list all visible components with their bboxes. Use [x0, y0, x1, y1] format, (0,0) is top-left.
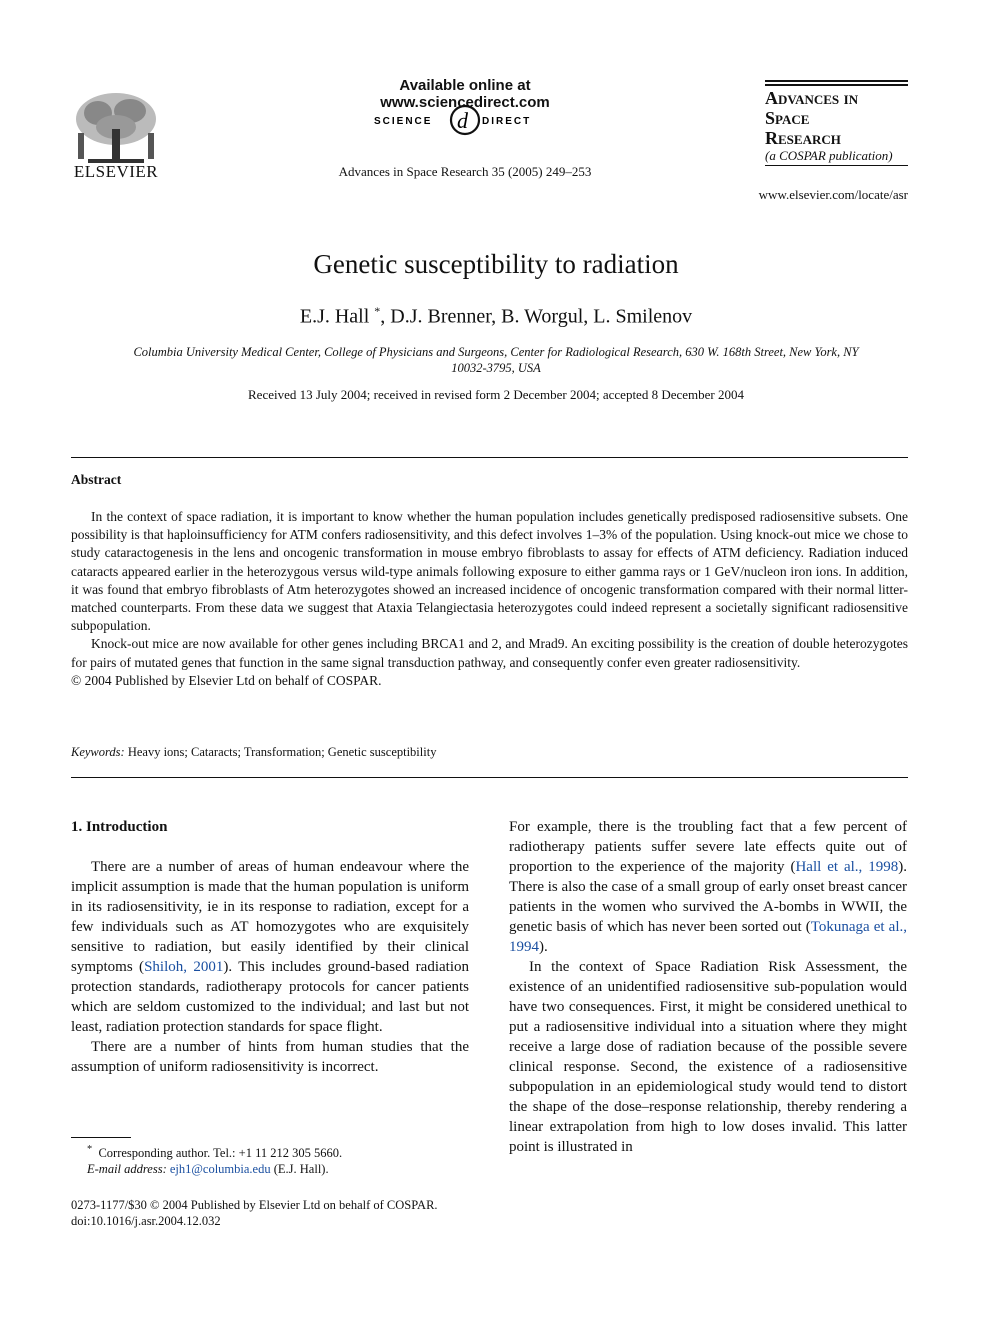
keywords-label: Keywords:	[71, 745, 125, 759]
ref-link-hall[interactable]: Hall et al., 1998	[795, 859, 899, 875]
footnote-corresponding: * Corresponding author. Tel.: +1 11 212 305 5660.	[87, 1144, 343, 1161]
right-paragraph-2: In the context of Space Radiation Risk Assessment, the existence of an unidentified radiosensitive sub-population would have two consequences. First, it might be considered unethical to put a radiosensitive individual into a situation where they might receive a large dose of radiation because of the possible severe clinical response. Second, the existence of a radiosensitive subpopulation in an epidemiological study would tend to distort the shape of the dose–response relationship, thereby rendering a linear extrapolation from high to low doses invalid. This latter point is illustrated in	[509, 959, 907, 1155]
page-footer	[71, 1197, 571, 1229]
section-heading-introduction: 1. Introduction	[71, 819, 168, 835]
abstract-body	[71, 508, 908, 690]
affiliation: Columbia University Medical Center, College of Physicians and Surgeons, Center for Radiological Research, 630 W. 168th Street, New York, NY 10032-3795, USA	[133, 345, 859, 375]
article-title: Genetic susceptibility to radiation	[313, 249, 679, 279]
journal-name-line1: Advances in	[765, 88, 859, 108]
abstract-paragraph-1: In the context of space radiation, it is important to know whether the human population includes genetically predisposed radiosensitive subsets. One possibility is that haploinsufficiency for ATM confers radiosensitivity, and this defect involves 1–3% of the population. Using knock-out mice we chose to study cataractogenesis in the lens and oncogenic transformation in mouse embryo fibroblasts to assay for effects of ATM deficiency. Radiation induced cataracts appeared earlier in the heterozygous versus wild-type animals following exposure to either gamma rays or 1 GeV/nucleon iron ions. In addition, it was found that embryo fibroblasts of Atm heterozygotes showed an increased incidence of oncogenic transformation compared with their normal litter-matched counterparts. From these data we suggest that Ataxia Telangiectasia heterozygotes could indeed represent a societally significant radiosensitive subpopulation.	[71, 509, 908, 634]
available-online-text: Available online at www.sciencedirect.com	[380, 77, 550, 111]
abstract-copyright: © 2004 Published by Elsevier Ltd on behalf of COSPAR.	[71, 672, 382, 688]
ref-link-tokunaga[interactable]: Tokunaga et al., 1994	[509, 919, 907, 955]
doi-line[interactable]: doi:10.1016/j.asr.2004.12.032	[71, 1214, 221, 1228]
footnote	[71, 1142, 491, 1177]
keywords	[71, 745, 436, 760]
intro-paragraph-2: There are a number of hints from human studies that the assumption of uniform radiosensitivity is incorrect.	[71, 1039, 469, 1075]
body-column-left	[71, 817, 469, 1077]
footnote-email: E-mail address: ejh1@columbia.edu (E.J. Hall).	[87, 1162, 329, 1177]
sciencedirect-logo	[370, 100, 560, 140]
issn-line: 0273-1177/$30 © 2004 Published by Elsevier Ltd on behalf of COSPAR.	[71, 1198, 438, 1212]
abstract-heading: Abstract	[71, 472, 122, 487]
journal-masthead	[765, 80, 908, 166]
author-others: , D.J. Brenner, B. Worgul, L. Smilenov	[380, 305, 693, 328]
sd-science-text: SCIENCE	[374, 116, 433, 127]
keywords-list: Heavy ions; Cataracts; Transformation; Genetic susceptibility	[127, 745, 437, 759]
abstract-paragraph-2: Knock-out mice are now available for other genes including BRCA1 and 2, and Mrad9. An exciting possibility is the creation of double heterozygotes for pairs of mutated genes that function in the same signal transduction pathway, and consequently confer even greater radiosensitivity.	[71, 636, 908, 670]
publisher-name: ELSEVIER	[73, 162, 159, 181]
journal-citation: Advances in Space Research 35 (2005) 249–253	[338, 164, 592, 179]
journal-name-line2: Space	[765, 108, 810, 128]
email-link[interactable]: ejh1@columbia.edu	[169, 1162, 271, 1177]
divider-top	[71, 457, 908, 458]
body-column-right	[509, 817, 907, 1157]
intro-paragraph-1: There are a number of areas of human endeavour where the implicit assumption is made that the human population is uniform in its radiosensitivity, ie in its response to radiation, except for a few individuals such as AT homozygotes who are exquisitely sensitive to radiation, but easily identified by their clinical symptoms (Shiloh, 2001). This includes ground-based radiation protection standards, radiotherapy protocols for cancer patients which are seldom customized to the individual; and last but not least, radiation protection standards for space flight.	[71, 859, 469, 1035]
sd-direct-text: DIRECT	[482, 116, 532, 127]
divider-bottom	[71, 777, 908, 778]
svg-text:d: d	[457, 108, 468, 133]
footnote-rule	[71, 1137, 131, 1138]
corresponding-mark[interactable]: *	[374, 304, 381, 318]
ref-link-shiloh[interactable]: Shiloh, 2001	[144, 959, 224, 975]
journal-subtitle: (a COSPAR publication)	[765, 148, 908, 166]
author-list	[0, 304, 992, 329]
author-corresponding: E.J. Hall	[299, 305, 370, 328]
journal-name-line3: Research	[765, 128, 841, 148]
journal-url[interactable]: www.elsevier.com/locate/asr	[758, 187, 908, 202]
received-dates: Received 13 July 2004; received in revised form 2 December 2004; accepted 8 December 2004	[248, 387, 744, 402]
right-paragraph-1: For example, there is the troubling fact that a few percent of radiotherapy patients suffer severe late effects quite out of proportion to the experience of the majority (Hall et al., 1998). There is also the case of a small group of early onset breast cancer patients in the women who survived the A-bombs in WWII, the genetic basis of which has never been sorted out (Tokunaga et al., 1994).	[509, 819, 907, 955]
